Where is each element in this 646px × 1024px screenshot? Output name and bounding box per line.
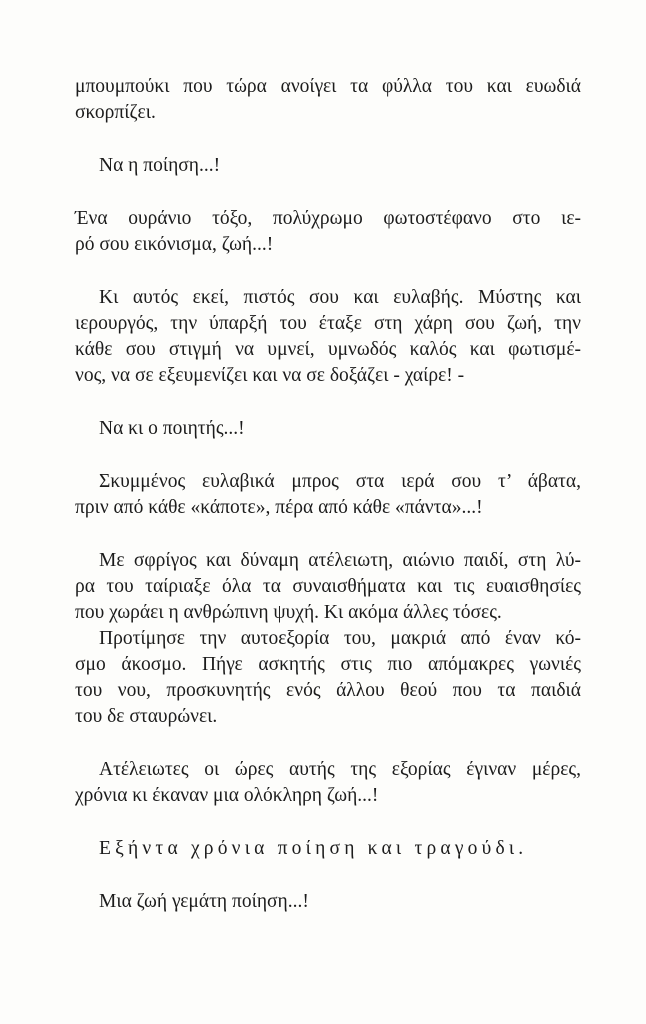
text-line: Προτίμησε την αυτοεξορία του, μακριά από έναν κό- <box>99 628 581 649</box>
text-line: που χωράει η ανθρώπινη ψυχή. Κι ακόμα άλλες τόσες. <box>75 602 502 623</box>
text-line: Μια ζωή γεμάτη ποίηση...! <box>99 891 309 912</box>
text-line: νος, να σε εξευμενίζει και να σε δοξάζει - χαίρε! - <box>75 365 465 386</box>
text-line: του νου, προσκυνητής ενός άλλου θεού που τα παιδιά <box>75 680 581 701</box>
text-line: σμο άκοσμο. Πήγε ασκητής στις πιο απόμακρες γωνιές <box>75 654 581 675</box>
text-line: Σκυμμένος ευλαβικά μπρος στα ιερά σου τ’ άβατα, <box>99 471 581 492</box>
text-line: ρό σου εικόνισμα, ζωή...! <box>75 234 274 255</box>
text-line: ιερουργός, την ύπαρξή του έταξε στη χάρη σου ζωή, την <box>75 313 581 334</box>
text-line: Ατέλειωτες οι ώρες αυτής της εξορίας έγιναν μέρες, <box>99 759 581 780</box>
text-line: πριν από κάθε «κάποτε», πέρα από κάθε «πάντα»...! <box>75 497 483 518</box>
text-line: Να η ποίηση...! <box>99 155 221 176</box>
text-line: ρα του ταίριαξε όλα τα συναισθήματα και τις ευαισθησίες <box>75 576 581 597</box>
text-line: Να κι ο ποιητής...! <box>99 418 245 439</box>
text-line: του δε σταυρώνει. <box>75 706 218 727</box>
text-line: σκορπίζει. <box>75 102 156 123</box>
text-line: μπουμπούκι που τώρα ανοίγει τα φύλλα του και ευωδιά <box>75 76 581 97</box>
text-line: Εξήντα χρόνια ποίηση και τραγούδι. <box>99 838 528 859</box>
text-line: χρόνια κι έκαναν μια ολόκληρη ζωή...! <box>75 785 379 806</box>
text-line: Ένα ουράνιο τόξο, πολύχρωμο φωτοστέφανο στο ιε- <box>75 208 581 229</box>
text-line: κάθε σου στιγμή να υμνεί, υμνωδός καλός και φωτισμέ- <box>75 339 581 360</box>
text-line: Κι αυτός εκεί, πιστός σου και ευλαβής. Μύστης και <box>99 287 581 308</box>
text-line: Με σφρίγος και δύναμη ατέλειωτη, αιώνιο παιδί, στη λύ- <box>99 550 581 571</box>
